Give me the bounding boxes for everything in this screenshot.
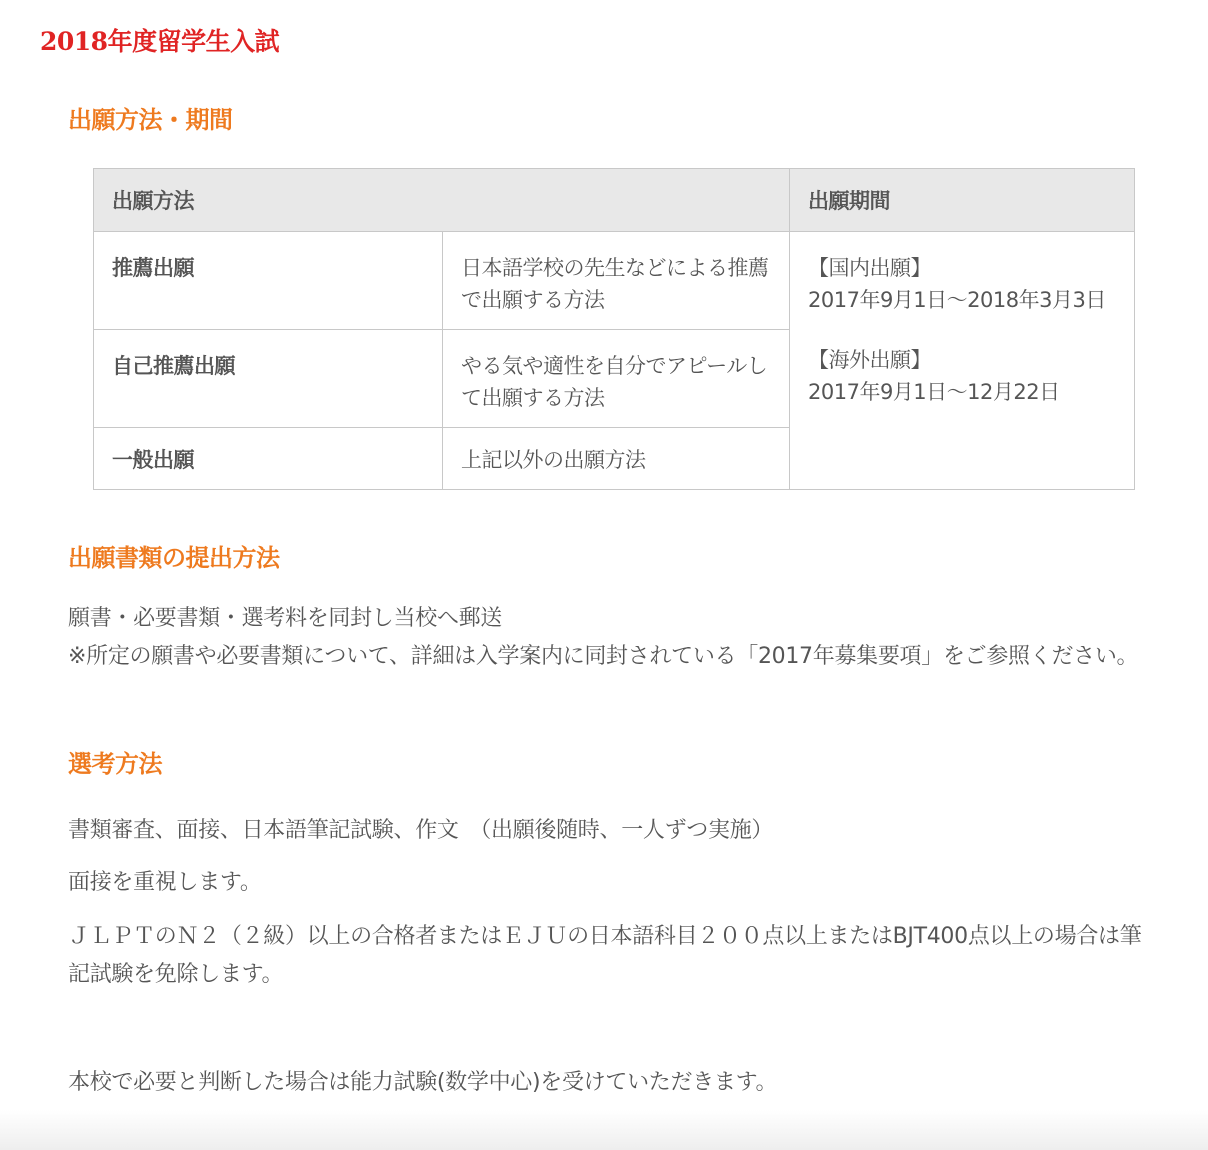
- period-label: 【国内出願】: [808, 256, 931, 280]
- selection-line: 面接を重視します。: [68, 870, 262, 895]
- period-dates: 2017年9月1日～12月22日: [808, 380, 1060, 404]
- selection-line: ＪＬＰＴのＮ２（２級）以上の合格者またはＥＪＵの日本語科目２００点以上またはBJT400点以上の場合は筆記試験を免除します。: [68, 924, 1142, 987]
- selection-line: 書類審査、面接、日本語筆記試験、作文 （出願後随時、一人ずつ実施）: [68, 818, 774, 843]
- table-row: [94, 232, 1135, 330]
- period-domestic: [808, 252, 1116, 316]
- bottom-shade: [0, 1110, 1208, 1150]
- method-name: 一般出願: [94, 428, 443, 490]
- documents-line: 願書・必要書類・選考料を同封し当校へ郵送: [68, 606, 503, 631]
- method-description: 上記以外の出願方法: [443, 428, 790, 490]
- method-name: 推薦出願: [94, 232, 443, 330]
- documents-text: [68, 600, 1153, 676]
- period-label: 【海外出願】: [808, 348, 931, 372]
- selection-line: 本校で必要と判断した場合は能力試験(数学中心)を受けていただきます。: [68, 1070, 778, 1095]
- method-description: 日本語学校の先生などによる推薦で出願する方法: [443, 232, 790, 330]
- period-overseas: [808, 344, 1116, 408]
- period-cell: [790, 232, 1135, 490]
- header-method: 出願方法: [94, 169, 790, 232]
- application-table: [93, 168, 1135, 490]
- page-title: 2018年度留学生入試: [40, 27, 280, 56]
- header-period: 出願期間: [790, 169, 1135, 232]
- period-dates: 2017年9月1日～2018年3月3日: [808, 288, 1106, 312]
- section-heading-documents: 出願書類の提出方法: [68, 544, 280, 572]
- documents-note: ※所定の願書や必要書類について、詳細は入学案内に同封されている「2017年募集要項」をご参照ください。: [68, 644, 1139, 669]
- method-description: やる気や適性を自分でアピールして出願する方法: [443, 330, 790, 428]
- method-name: 自己推薦出願: [94, 330, 443, 428]
- section-heading-application: 出願方法・期間: [68, 106, 233, 134]
- section-heading-selection: 選考方法: [68, 750, 162, 778]
